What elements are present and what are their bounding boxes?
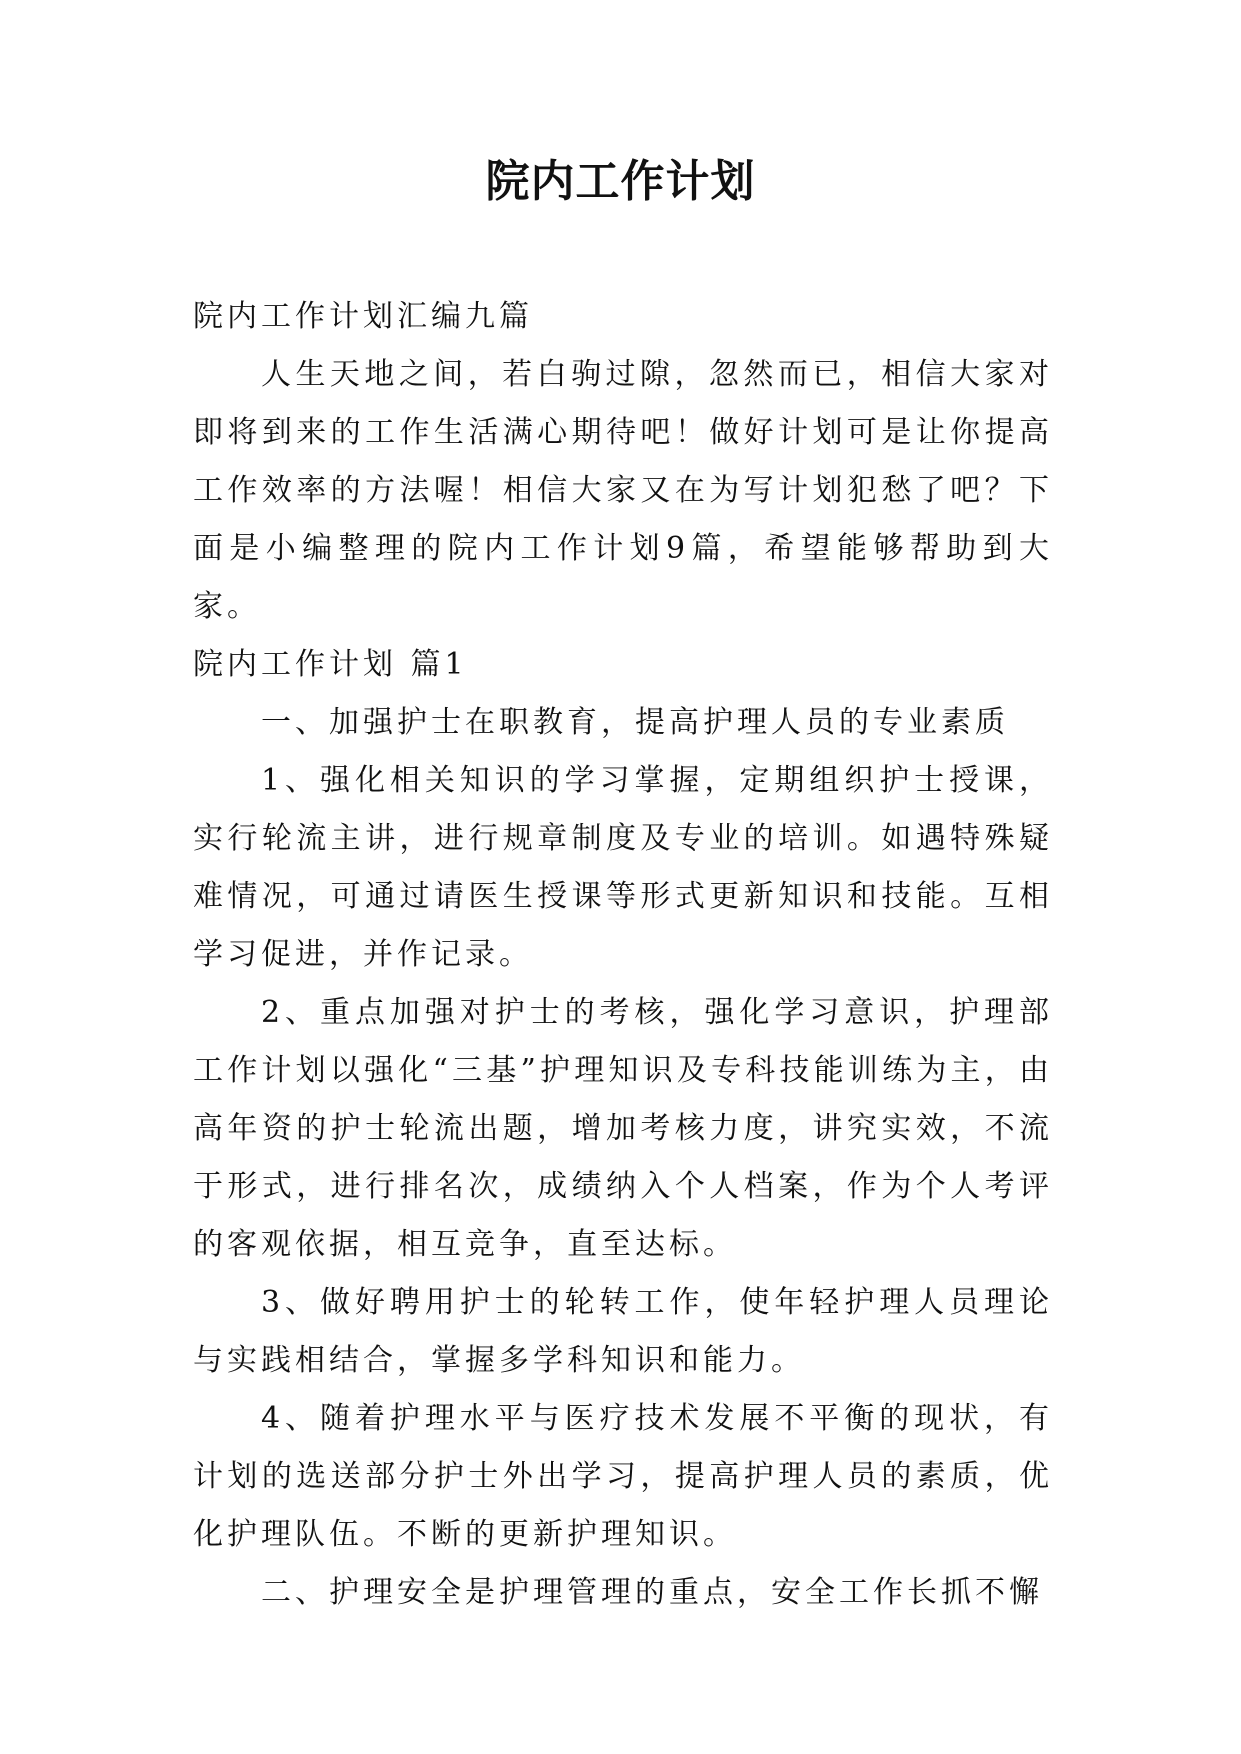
document-title: 院内工作计划 [485,156,756,207]
document-body [193,288,1053,1622]
section-point-heading: 二、护理安全是护理管理的重点，安全工作长抓不懈 [261,1575,1043,1610]
document-subtitle: 院内工作计划汇编九篇 [193,299,533,334]
section-heading: 院内工作计划 篇1 [193,647,468,682]
body-paragraph: 4、随着护理水平与医疗技术发展不平衡的现状，有计划的选送部分护士外出学习，提高护理人员的素质，优化护理队伍。不断的更新护理知识。 [193,1401,1053,1552]
intro-paragraph: 人生天地之间，若白驹过隙，忽然而已，相信大家对即将到来的工作生活满心期待吧！做好计划可是让你提高工作效率的方法喔！相信大家又在为写计划犯愁了吧？下面是小编整理的院内工作计划9篇，希望能够帮助到大家。 [193,357,1053,624]
body-paragraph: 2、重点加强对护士的考核，强化学习意识，护理部工作计划以强化“三基”护理知识及专科技能训练为主，由高年资的护士轮流出题，增加考核力度，讲究实效，不流于形式，进行排名次，成绩纳入个人档案，作为个人考评的客观依据，相互竞争，直至达标。 [193,995,1053,1262]
body-paragraph: 3、做好聘用护士的轮转工作，使年轻护理人员理论与实践相结合，掌握多学科知识和能力。 [193,1285,1053,1378]
body-paragraph: 1、强化相关知识的学习掌握，定期组织护士授课，实行轮流主讲，进行规章制度及专业的培训。如遇特殊疑难情况，可通过请医生授课等形式更新知识和技能。互相学习促进，并作记录。 [193,763,1053,972]
section-point-heading: 一、加强护士在职教育，提高护理人员的专业素质 [261,705,1009,740]
